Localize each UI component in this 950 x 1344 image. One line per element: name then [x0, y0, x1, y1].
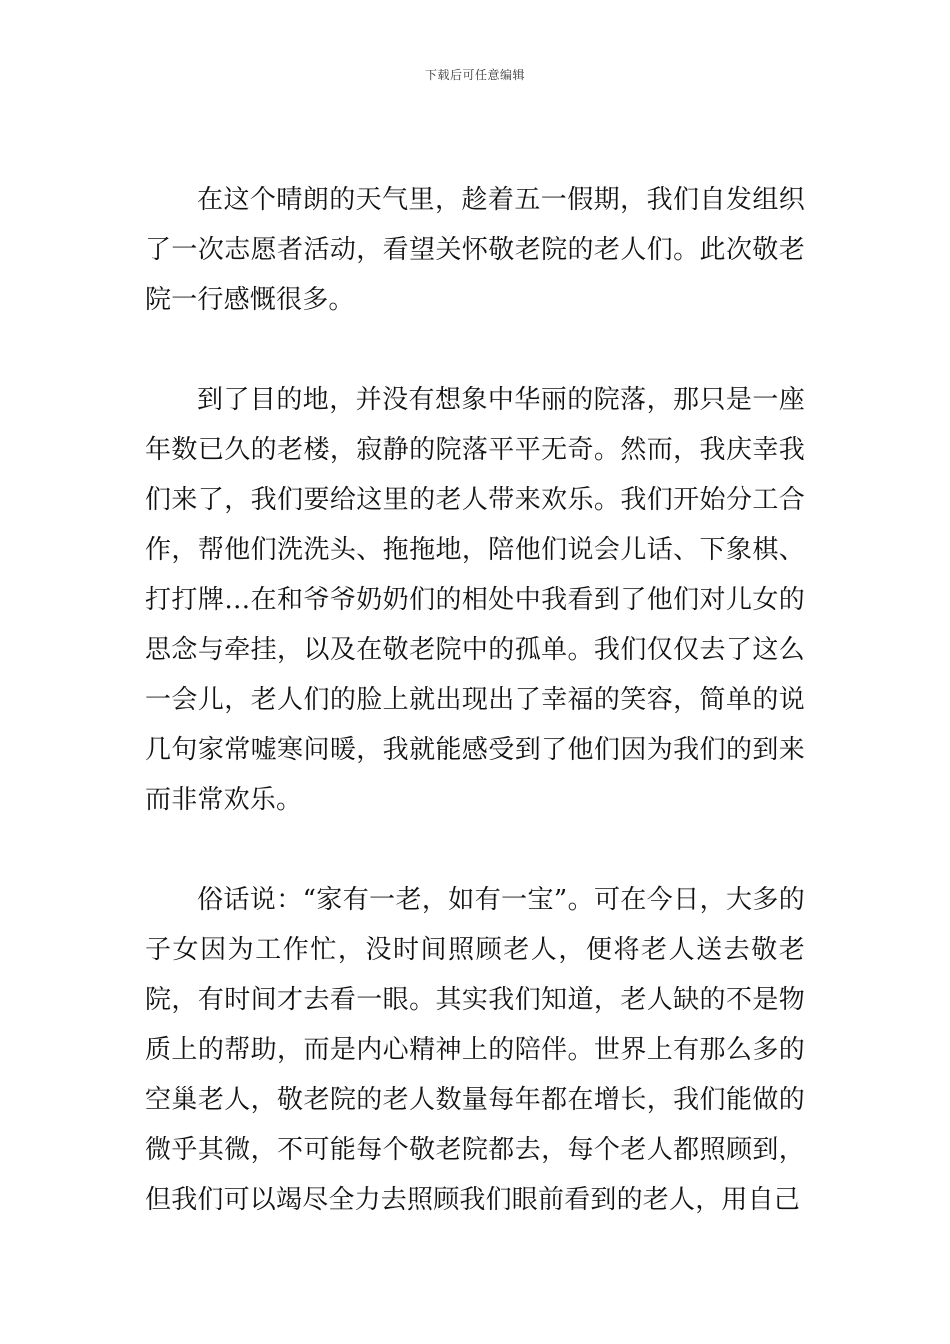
- paragraph-2: 到了目的地，并没有想象中华丽的院落，那只是一座年数已久的老楼，寂静的院落平平无奇。然而，我庆幸我们来了，我们要给这里的老人带来欢乐。我们开始分工合作，帮他们洗洗头、拖拖地，陪他们说会儿话、下象棋、打打牌…在和爷爷奶奶们的相处中我看到了他们对儿女的思念与牵挂，以及在敬老院中的孤单。我们仅仅去了这么一会儿，老人们的脸上就出现出了幸福的笑容，简单的说几句家常嘘寒问暖，我就能感受到了他们因为我们的到来而非常欢乐。: [145, 385, 805, 815]
- paragraph-1: 在这个晴朗的天气里，趁着五一假期，我们自发组织了一次志愿者活动，看望关怀敬老院的老人们。此次敬老院一行感慨很多。: [145, 185, 805, 315]
- document-body: [145, 175, 805, 1225]
- page-header: 下载后可任意编辑: [424, 68, 525, 82]
- paragraph-3: 俗话说：“家有一老，如有一宝”。可在今日，大多的子女因为工作忙，没时间照顾老人，便将老人送去敬老院，有时间才去看一眼。其实我们知道，老人缺的不是物质上的帮助，而是内心精神上的陪伴。世界上有那么多的空巢老人，敬老院的老人数量每年都在增长，我们能做的微乎其微，不可能每个敬老院都去，每个老人都照顾到，但我们可以竭尽全力去照顾我们眼前看到的老人，用自己: [145, 885, 805, 1215]
